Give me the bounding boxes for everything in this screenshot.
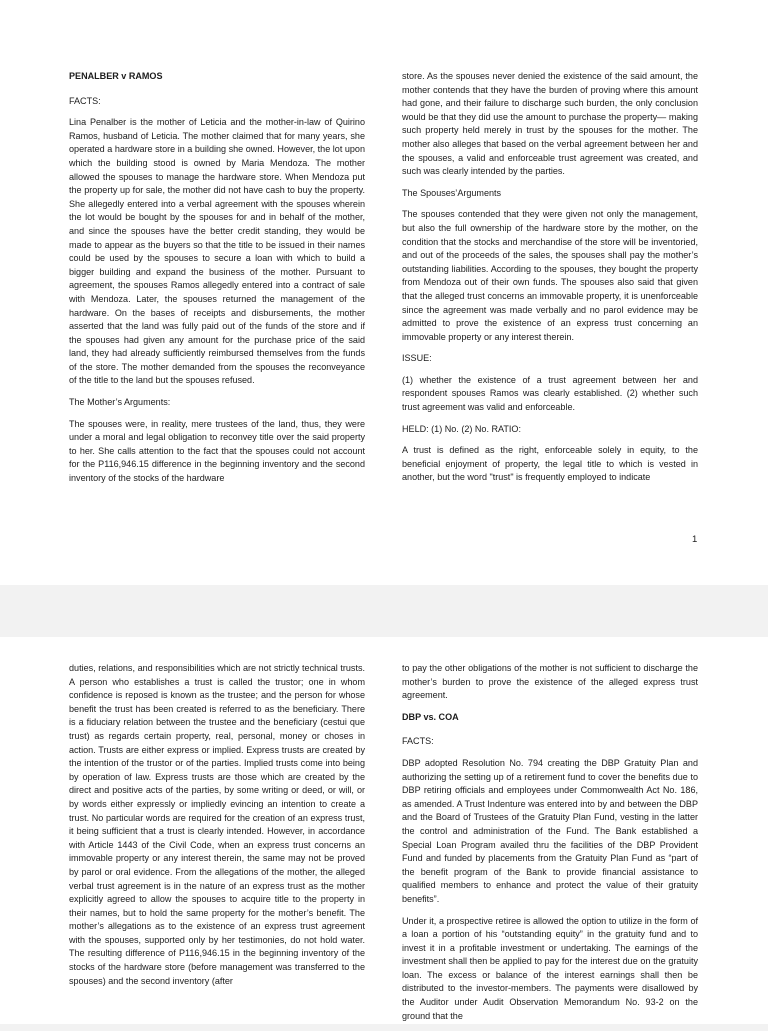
mother-arguments-heading: The Mother’s Arguments:: [69, 397, 171, 408]
trust-definition-paragraph: duties, relations, and responsibilities which are not strictly technical trusts. A person who establishes a trust is called the trustor; one in whom confidence is reposed is known as the trustee; and the person for whose benefit the trust has been created is referred to as the beneficiary. There is a fiduciary relation between the trustee and the beneficiary (cestui que trust) as regards certain property, real, personal, money or choses in action. Trusts are either express or implied. Express trusts are created by the intention of the trustor or of the parties. Implied trusts come into being by operation of law. Express trusts are those which are created by the direct and positive acts of the parties, by some writing or deed, or will, or by words either expressly or impliedly evincing an intention to create a trust. No particular words are required for the creation of an express trust, it being sufficient that a trust is clearly intended. However, in accordance with Article 1443 of the Civil Code, when an express trust concerns an immovable property or any interest therein, the same may not be proved by parol or oral evidence. From the allegations of the mother, the alleged verbal trust agreement is in the nature of an express trust as the mother explicitly agreed to allow the spouses to acquire title to the property in their names, but to hold the same property for the mother’s benefit. The mother’s allegations as to the existence of an express trust agreement with the spouses, supported only by her testimonies, do not hold water. The resulting difference of P116,946.15 in the beginning inventory of the stocks of the hardware store (before management was transferred to the spouses) and the second inventory (after: [69, 663, 365, 986]
ratio-paragraph: A trust is defined as the right, enforceable solely in equity, to the beneficial enjoyment of property, the legal title to which is vested in another, but the word "trust" is frequently employed to indicate: [402, 445, 698, 483]
held-label: HELD: (1) No. (2) No. RATIO:: [402, 423, 521, 434]
page-gap: [0, 585, 768, 637]
spouses-arguments-paragraph: The spouses contended that they were given not only the management, but also the full ownership of the hardware store by the mother, on the condition that the stocks and merchandise of the store will be inventoried, and out of the proceeds of the sales, the spouses shall pay the mother’s outstanding liabilities. According to the spouses, they bought the property from Mendoza out of their own funds. The spouses also said that given that the alleged trust concerns an immovable property, it is unenforceable since the agreement was made verbally and no parol evidence may be admitted to prove the existence of an express trust concerning an immovable property or any interest therein.: [402, 209, 698, 342]
page-number: 1: [692, 534, 698, 545]
dbp-facts-label: FACTS:: [402, 736, 434, 747]
dbp-facts-paragraph: DBP adopted Resolution No. 794 creating the DBP Gratuity Plan and authorizing the setting up of a retirement fund to cover the benefits due to DBP retiring officials and employees under Commonwealth Act No. 186, as amended. A Trust Indenture was entered into by and between the DBP and the Board of Trustees of the Gratuity Plan Fund, vesting in the latter the control and administration of the Fund. The Bank established a Special Loan Program availed thru the facilities of the DBP Provident Fund and funded by placements from the Gratuity Plan Fund as “part of the benefit program of the Bank to provide financial assistance to qualified members to enhance and protect the value of their gratuity benefits”.: [402, 757, 698, 904]
facts-label: FACTS:: [69, 95, 101, 106]
dbp-loan-paragraph: Under it, a prospective retiree is allowed the option to utilize in the form of a loan a portion of his “outstanding equity” in the gratuity fund and to invest it in a profitable investment or undertaking. The earnings of the investment shall then be applied to pay for the interest due on the gratuity loan. The excess or balance of the interest earnings shall then be distributed to the investor-members. The payments were disallowed by the Auditor under Audit Observation Memorandum No. 93-2 on the ground that the: [402, 915, 698, 1021]
ratio-conclusion-paragraph: to pay the other obligations of the mother is not sufficient to discharge the mother’s burden to prove the existence of the alleged express trust agreement.: [402, 663, 698, 701]
case-title-dbp: DBP vs. COA: [402, 711, 459, 722]
spouses-arguments-heading: The Spouses’Arguments: [402, 187, 502, 198]
mother-arguments-continued: store. As the spouses never denied the existence of the said amount, the mother contends that they have the burden of proving where this amount had gone, and their failure to discharge such burden, the only conclusion would be that they did use the amount to purchase the property— making such property held merely in trust by the spouses for the mother. The mother also alleges that based on the verbal agreement between her and the spouses, a valid and enforceable trust agreement was created, and such was clearly intended by the parties.: [402, 71, 698, 177]
mother-arguments-paragraph: The spouses were, in reality, mere trustees of the land, thus, they were under a moral and legal obligation to reconvey title over the said property to her. She calls attention to the fact that the spouses could not account for the P116,946.15 difference in the beginning inventory and the second inventory of the stocks of the hardware: [69, 418, 365, 484]
case-title-penalber: PENALBER v RAMOS: [69, 71, 163, 81]
facts-paragraph: Lina Penalber is the mother of Leticia and the mother-in-law of Quirino Ramos, husband of Leticia. The mother claimed that for many years, she operated a hardware store in a building she owned. However, the lot upon which the building stood is owned by Maria Mendoza. The mother allowed the spouses to manage the hardware store. When Mendoza put the property up for sale, the mother did not have cash to buy the property. She allegedly entered into a verbal agreement with the spouses wherein the lot would be bought by the spouses for and in behalf of the mother, and since the spouses have the better credit standing, they would be made to appear as the buyers so that the title to be issued in their names could be used by the spouses to secure a loan with which to build a bigger building and expand the business of the mother. Pursuant to agreement, the spouses Ramos allegedly entered into a contract of sale with Mendoza. Later, the spouses returned the management of the hardware. On the bases of receipts and disbursements, the mother asserted that the land was fully paid out of the funds of the store and if the spouses had given any amount for the purchase price of the said land, they had already sufficiently reimbursed themselves from the funds of the store. The mother demanded from the spouses the reconveyance of the title to the land but the spouses refused.: [69, 117, 365, 386]
page1-right-column: [402, 70, 698, 493]
issue-paragraph: (1) whether the existence of a trust agreement between her and respondent spouses Ramos was clearly established. (2) whether such trust agreement was valid and enforceable.: [402, 374, 698, 413]
page2-left-column: [69, 662, 365, 996]
page2-right-column: [402, 662, 698, 1031]
page1-left-column: [69, 70, 365, 494]
issue-label: ISSUE:: [402, 353, 432, 364]
